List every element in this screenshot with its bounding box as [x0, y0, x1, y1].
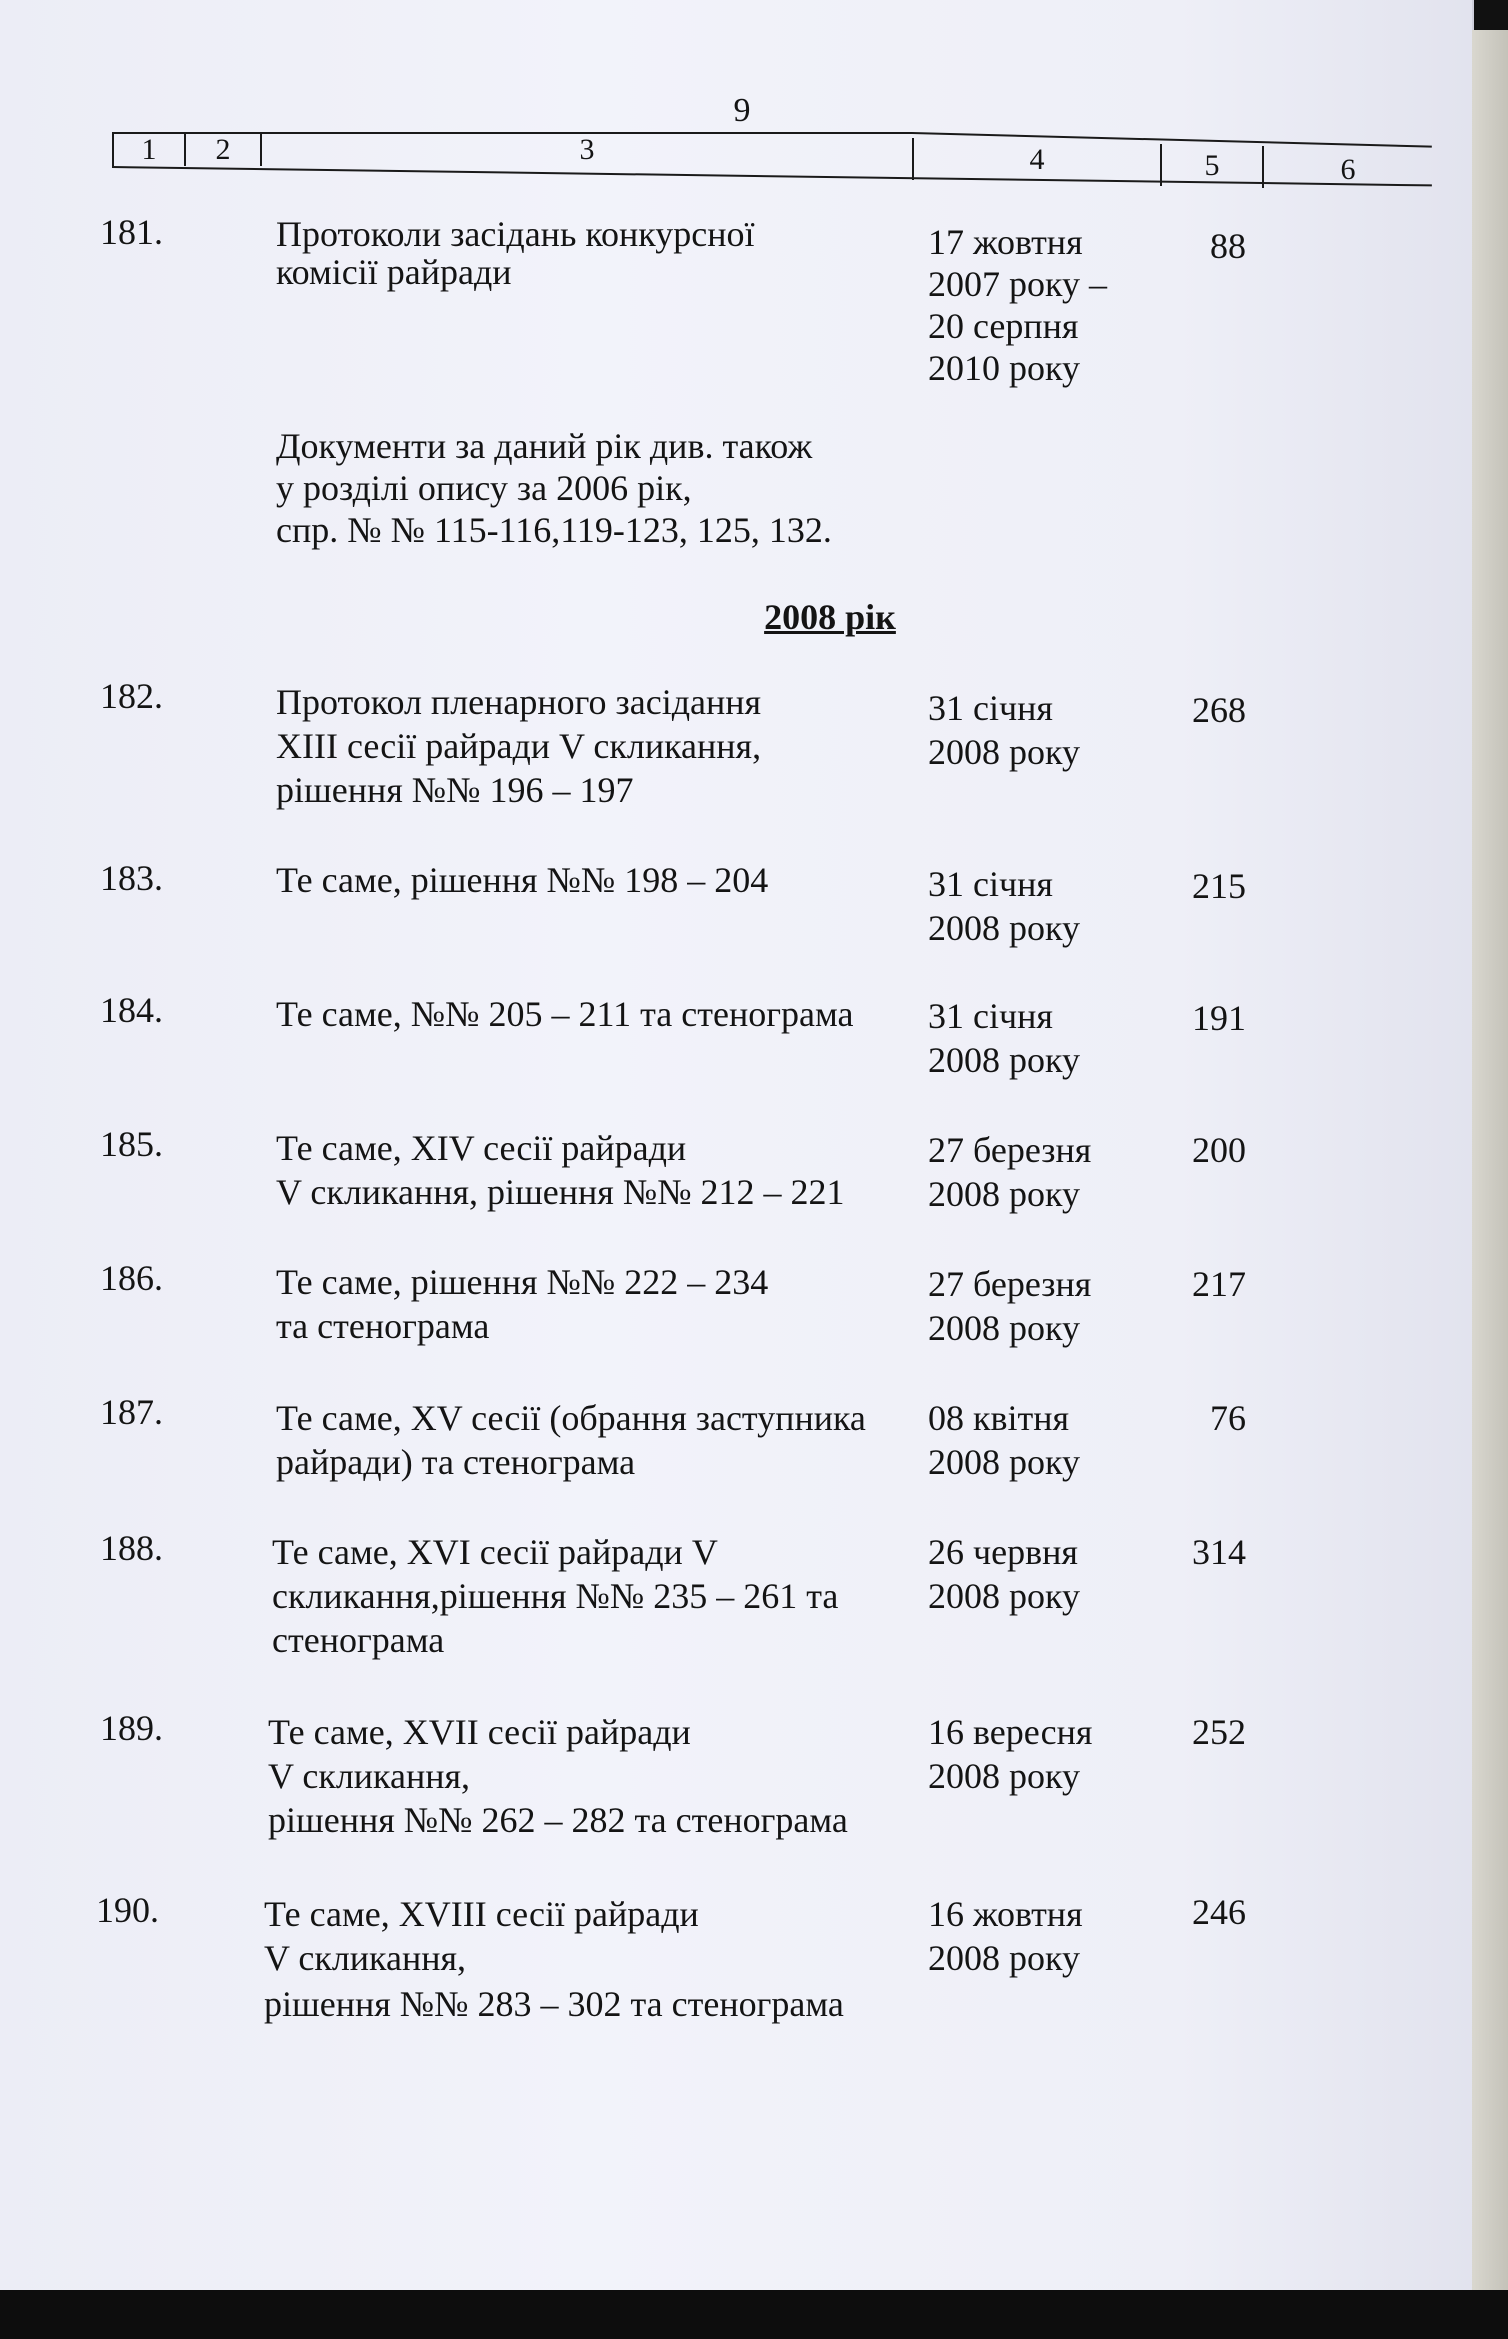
row-title-line: Те саме, XVIII сесії райради: [264, 1894, 699, 1934]
row-number: 182.: [100, 676, 163, 716]
row-date-line: 2010 року: [928, 348, 1080, 388]
note-line: у розділі опису за 2006 рік,: [276, 468, 692, 508]
row-count: 76: [1210, 1398, 1246, 1438]
row-title-line: рішення №№ 196 – 197: [276, 770, 634, 810]
row-title-line: Те саме, рішення №№ 198 – 204: [276, 860, 769, 900]
row-date-line: 2008 року: [928, 1756, 1080, 1796]
row-title-line: райради) та стенограма: [276, 1442, 636, 1482]
row-date-line: 2008 року: [928, 1308, 1080, 1348]
row-title-line: XIII сесії райради V скликання,: [276, 726, 762, 766]
row-date-line: 2008 року: [928, 1442, 1080, 1482]
row-number: 190.: [96, 1890, 159, 1930]
row-number: 189.: [100, 1708, 163, 1748]
row-date-line: 31 січня: [928, 864, 1053, 904]
row-title-line: Протоколи засідань конкурсної: [276, 214, 755, 254]
row-count: 191: [1192, 998, 1246, 1038]
note-line: спр. № № 115-116,119-123, 125, 132.: [276, 510, 832, 550]
row-count: 252: [1192, 1712, 1246, 1752]
row-count: 200: [1192, 1130, 1246, 1170]
row-date-line: 2008 року: [928, 908, 1080, 948]
row-date-line: 2008 року: [928, 1040, 1080, 1080]
row-count: 217: [1192, 1264, 1246, 1304]
row-title-line: Те саме, XVII сесії райради: [268, 1712, 691, 1752]
scan-background: [0, 2290, 1508, 2339]
row-date-line: 16 вересня: [928, 1712, 1093, 1752]
row-title-line: Те саме, рішення №№ 222 – 234: [276, 1262, 769, 1302]
row-date-line: 2008 року: [928, 1576, 1080, 1616]
column-header-6: 6: [1340, 153, 1356, 186]
row-date-line: 2007 року –: [928, 264, 1107, 304]
row-date-line: 2008 року: [928, 1174, 1080, 1214]
note-line: Документи за даний рік див. також: [276, 426, 813, 466]
row-title-line: Те саме, XVI сесії райради V: [272, 1532, 718, 1572]
row-date-line: 2008 року: [928, 1938, 1080, 1978]
row-number: 181.: [100, 212, 163, 252]
row-title-line: комісії райради: [276, 252, 512, 292]
row-title-line: скликання,рішення №№ 235 – 261 та: [272, 1576, 839, 1616]
row-title-line: V скликання,: [268, 1756, 471, 1796]
row-title-line: рішення №№ 262 – 282 та стенограма: [268, 1800, 848, 1840]
page-number: 9: [733, 92, 751, 129]
row-date-line: 27 березня: [928, 1130, 1092, 1170]
row-count: 246: [1192, 1892, 1246, 1932]
row-date-line: 31 січня: [928, 688, 1053, 728]
column-header-1: 1: [141, 133, 157, 166]
row-count: 215: [1192, 866, 1246, 906]
row-count: 88: [1210, 226, 1246, 266]
row-date-line: 20 серпня: [928, 306, 1079, 346]
column-header-5: 5: [1204, 149, 1220, 182]
row-number: 184.: [100, 990, 163, 1030]
row-number: 186.: [100, 1258, 163, 1298]
year-heading: 2008 рік: [764, 597, 896, 637]
row-title-line: та стенограма: [276, 1306, 490, 1346]
row-number: 185.: [100, 1124, 163, 1164]
column-header-4: 4: [1029, 143, 1045, 176]
page-edge-strip: [1472, 30, 1508, 2290]
row-date-line: 16 жовтня: [928, 1894, 1083, 1934]
row-title-line: стенограма: [272, 1620, 445, 1660]
row-date-line: 31 січня: [928, 996, 1053, 1036]
row-title-line: V скликання, рішення №№ 212 – 221: [276, 1172, 845, 1212]
column-header-table: [112, 120, 1432, 200]
row-count: 314: [1192, 1532, 1246, 1572]
row-number: 188.: [100, 1528, 163, 1568]
row-title-line: рішення №№ 283 – 302 та стенограма: [264, 1984, 844, 2024]
row-title-line: Те саме, XIV сесії райради: [276, 1128, 687, 1168]
row-date-line: 26 червня: [928, 1532, 1078, 1572]
row-title-line: Те саме, №№ 205 – 211 та стенограма: [276, 994, 854, 1034]
row-date-line: 08 квітня: [928, 1398, 1070, 1438]
row-title-line: Те саме, XV сесії (обрання заступника: [276, 1398, 866, 1438]
row-title-line: V скликання,: [264, 1938, 467, 1978]
row-count: 268: [1192, 690, 1246, 730]
row-date-line: 2008 року: [928, 732, 1080, 772]
row-date-line: 17 жовтня: [928, 222, 1083, 262]
column-header-3: 3: [579, 133, 595, 166]
column-header-2: 2: [215, 133, 231, 166]
row-number: 187.: [100, 1392, 163, 1432]
row-title-line: Протокол пленарного засідання: [276, 682, 762, 722]
row-date-line: 27 березня: [928, 1264, 1092, 1304]
row-number: 183.: [100, 858, 163, 898]
